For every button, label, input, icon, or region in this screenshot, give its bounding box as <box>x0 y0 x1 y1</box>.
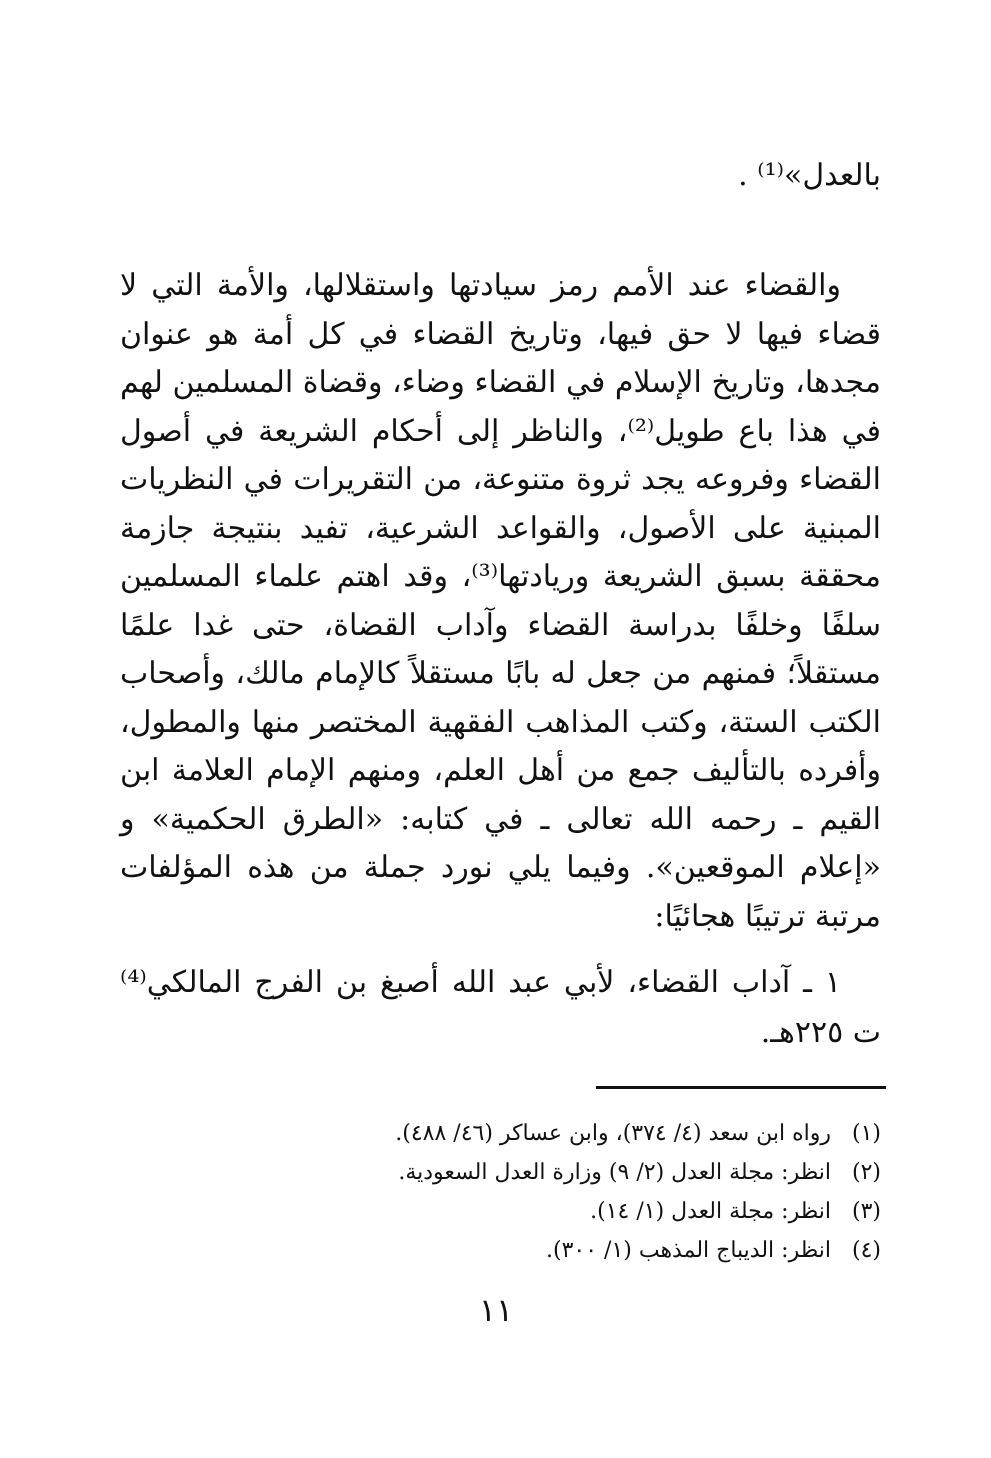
footnotes <box>181 1114 881 1270</box>
footnote-number: (٣) <box>851 1199 881 1224</box>
opening-line: بالعدل»⁽¹⁾ . <box>738 158 881 193</box>
footnote-number: (٤) <box>851 1238 881 1263</box>
bibliography-entry-1: ١ ـ آداب القضاء، لأبي عبد الله أصبغ بن الفرج المالكي⁽⁴⁾ ت ٢٢٥هـ. <box>120 965 881 1050</box>
page-number: ١١ <box>478 1291 514 1329</box>
footnote-text: انظر: مجلة العدل (٢/ ٩) وزارة العدل السعودية. <box>398 1160 831 1185</box>
footnote-number: (٢) <box>851 1160 881 1185</box>
footnote-text: انظر: مجلة العدل (١/ ١٤). <box>590 1199 831 1224</box>
footnote-separator <box>596 1086 886 1089</box>
footnote-text: انظر: الديباج المذهب (١/ ٣٠٠). <box>546 1238 831 1263</box>
footnote-number: (١) <box>851 1121 881 1146</box>
footnote-3 <box>181 1192 881 1231</box>
footnote-4 <box>181 1231 881 1270</box>
footnote-text: رواه ابن سعد (٤/ ٣٧٤)، وابن عساكر (٤٦/ ٤٨٨). <box>395 1121 831 1146</box>
footnote-2 <box>181 1153 881 1192</box>
main-paragraph: والقضاء عند الأمم رمز سيادتها واستقلالها، والأمة التي لا قضاء فيها لا حق فيها، وتاريخ القضاء في كل أمة هو عنوان مجدها، وتاريخ الإسلام في القضاء وضاء، وقضاة المسلمين لهم في هذا باع طويل⁽²⁾، والناظر إلى أحكام الشريعة في أصول القضاء وفروعه يجد ثروة متنوعة، من التقريرات في النظريات المبنية على الأصول، والقواعد الشرعية، تفيد بنتيجة جازمة محققة بسبق الشريعة وريادتها⁽³⁾، وقد اهتم علماء المسلمين سلفًا وخلفًا بدراسة القضاء وآداب القضاة، حتى غدا علمًا مستقلاً؛ فمنهم من جعل له بابًا مستقلاً كالإمام مالك، وأصحاب الكتب الستة، وكتب المذاهب الفقهية المختصر منها والمطول، وأفرده بالتأليف جمع من أهل العلم، ومنهم الإمام العلامة ابن القيم ـ رحمه الله تعالى ـ في كتابه: «الطرق الحكمية» و «إعلام الموقعين». وفيما يلي نورد جملة من هذه المؤلفات مرتبة ترتيبًا هجائيًا: <box>120 268 881 934</box>
footnote-1 <box>181 1114 881 1153</box>
